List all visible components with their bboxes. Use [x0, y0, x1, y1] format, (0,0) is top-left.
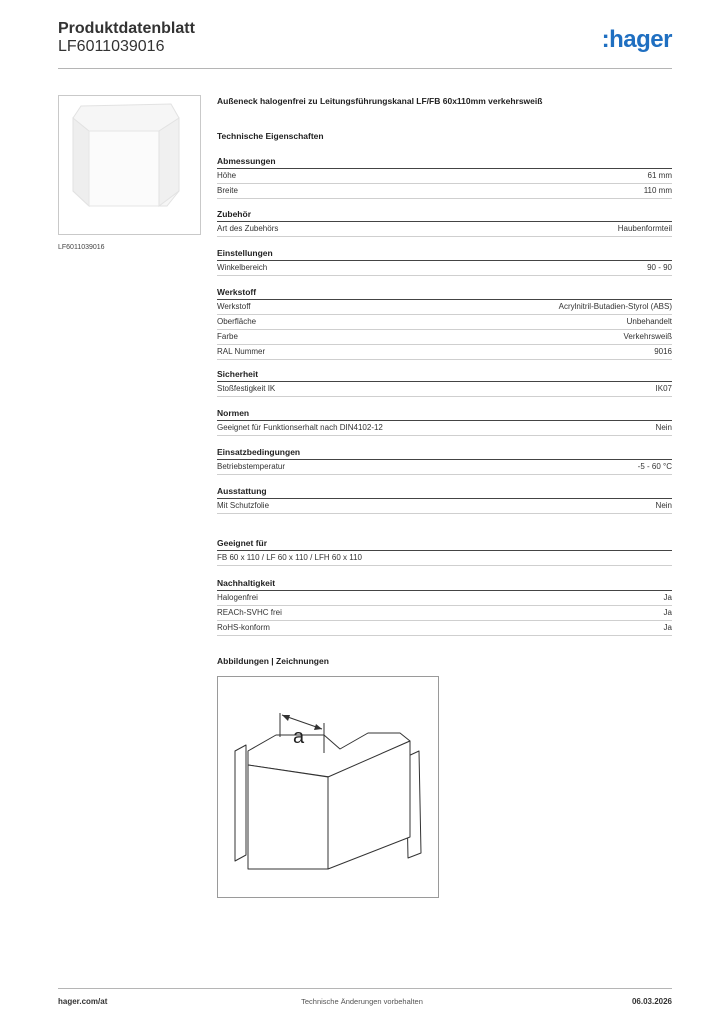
table-row: [217, 499, 672, 514]
footer-note: Technische Änderungen vorbehalten: [301, 997, 423, 1006]
row-label: Breite: [217, 186, 238, 195]
section-title: Geeignet für: [217, 537, 672, 551]
row-label: Winkelbereich: [217, 263, 268, 272]
table-row: [217, 184, 672, 199]
section-zubehoer: [217, 208, 672, 237]
section-sicherheit: [217, 368, 672, 397]
row-label: Werkstoff: [217, 302, 251, 311]
row-label: Geeignet für Funktionserhalt nach DIN4102-12: [217, 423, 383, 432]
row-value: -5 - 60 °C: [637, 462, 672, 471]
hager-logo: :hager: [601, 26, 672, 53]
row-value: Verkehrsweiß: [623, 332, 672, 341]
drawings-heading: Abbildungen | Zeichnungen: [217, 656, 329, 666]
row-label: Höhe: [217, 171, 237, 180]
table-row: [217, 222, 672, 237]
table-row: [217, 315, 672, 330]
row-label: FB 60 x 110 / LF 60 x 110 / LFH 60 x 110: [217, 553, 362, 562]
row-value: 110 mm: [643, 186, 672, 195]
section-title: Werkstoff: [217, 286, 672, 300]
row-value: Haubenformteil: [617, 224, 672, 233]
table-row: [217, 300, 672, 315]
section-title: Einsatzbedingungen: [217, 446, 672, 460]
section-title: Normen: [217, 407, 672, 421]
table-row: [217, 382, 672, 397]
row-label: RAL Nummer: [217, 347, 266, 356]
row-label: Oberfläche: [217, 317, 257, 326]
header-divider: [58, 68, 672, 69]
footer-website: hager.com/at: [58, 997, 108, 1006]
document-title: Produktdatenblatt: [58, 20, 195, 37]
row-value: Ja: [663, 593, 672, 602]
table-row: [217, 169, 672, 184]
product-title: Außeneck halogenfrei zu Leitungsführungskanal LF/FB 60x110mm verkehrsweiß: [217, 96, 543, 106]
row-value: Acrylnitril-Butadien-Styrol (ABS): [558, 302, 672, 311]
row-value: Nein: [655, 501, 672, 510]
section-werkstoff: [217, 286, 672, 360]
product-thumbnail: [58, 95, 201, 235]
row-value: 61 mm: [647, 171, 672, 180]
row-label: Art des Zubehörs: [217, 224, 279, 233]
row-label: RoHS-konform: [217, 623, 270, 632]
table-row: [217, 591, 672, 606]
corner-drawing: [218, 677, 438, 897]
section-title: Ausstattung: [217, 485, 672, 499]
section-abmessungen: [217, 155, 672, 199]
technical-drawing: [217, 676, 439, 898]
footer-date: 06.03.2026: [631, 997, 672, 1006]
section-title: Einstellungen: [217, 247, 672, 261]
row-label: Farbe: [217, 332, 238, 341]
section-title: Abmessungen: [217, 155, 672, 169]
row-value: Ja: [663, 608, 672, 617]
section-einsatzbedingungen: [217, 446, 672, 475]
section-ausstattung: [217, 485, 672, 514]
row-value: Unbehandelt: [626, 317, 672, 326]
footer-divider: [58, 988, 672, 989]
section-nachhaltigkeit: [217, 577, 672, 636]
row-value: Ja: [663, 623, 672, 632]
section-normen: [217, 407, 672, 436]
article-number: LF6011039016: [58, 38, 165, 55]
row-label: Betriebstemperatur: [217, 462, 286, 471]
section-geeignet-fuer: [217, 537, 672, 566]
section-title: Zubehör: [217, 208, 672, 222]
table-row: [217, 261, 672, 276]
table-row: [217, 460, 672, 475]
row-label: Stoßfestigkeit IK: [217, 384, 276, 393]
row-value: Nein: [655, 423, 672, 432]
table-row: [217, 330, 672, 345]
section-title: Sicherheit: [217, 368, 672, 382]
row-value: 9016: [654, 347, 672, 356]
row-label: Halogenfrei: [217, 593, 258, 602]
product-image: [59, 96, 200, 234]
table-row: [217, 551, 672, 566]
tech-properties-heading: Technische Eigenschaften: [217, 131, 324, 141]
section-einstellungen: [217, 247, 672, 276]
thumbnail-caption: LF6011039016: [58, 244, 105, 251]
row-value: IK07: [655, 384, 672, 393]
table-row: [217, 621, 672, 636]
table-row: [217, 606, 672, 621]
row-value: 90 - 90: [647, 263, 672, 272]
row-label: REACh-SVHC frei: [217, 608, 282, 617]
table-row: [217, 345, 672, 360]
table-row: [217, 421, 672, 436]
dimension-label-a: a: [293, 726, 305, 748]
section-title: Nachhaltigkeit: [217, 577, 672, 591]
row-label: Mit Schutzfolie: [217, 501, 270, 510]
